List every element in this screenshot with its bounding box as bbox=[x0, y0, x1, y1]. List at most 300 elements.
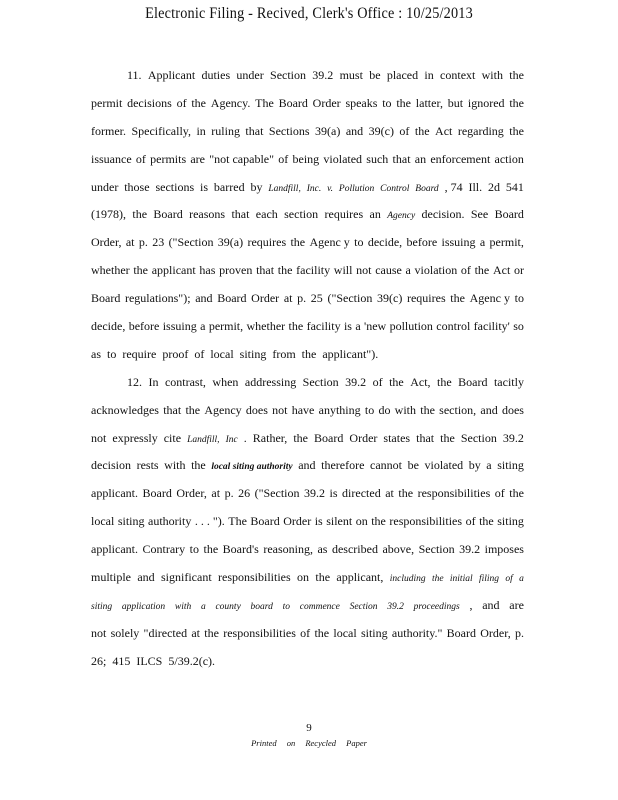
word: 25 bbox=[310, 291, 323, 306]
word: violated bbox=[323, 151, 363, 166]
word: on bbox=[297, 570, 310, 585]
word: siting bbox=[91, 601, 113, 612]
word: be bbox=[369, 68, 381, 82]
word: is bbox=[200, 179, 209, 194]
word: permit, bbox=[208, 319, 244, 334]
word: of bbox=[465, 514, 476, 529]
word: with bbox=[174, 601, 192, 612]
word: "directed bbox=[143, 625, 188, 640]
word: See bbox=[470, 207, 489, 222]
word: the bbox=[509, 68, 524, 82]
word: does bbox=[245, 402, 268, 417]
word: an bbox=[414, 151, 427, 166]
word: (1978), bbox=[91, 207, 126, 222]
word: the bbox=[479, 514, 494, 529]
word: in bbox=[196, 123, 206, 138]
word: 5/39.2(c). bbox=[168, 653, 216, 668]
word: of bbox=[372, 374, 383, 389]
word: siting bbox=[117, 514, 145, 529]
word: the bbox=[277, 263, 293, 278]
word: 39.2 bbox=[304, 486, 325, 501]
word: anything bbox=[318, 402, 361, 417]
word: v. bbox=[327, 183, 334, 194]
word: 39.2 bbox=[387, 601, 404, 612]
text-line bbox=[91, 319, 524, 347]
word: and bbox=[137, 570, 155, 585]
word: to bbox=[364, 402, 375, 417]
text-line bbox=[91, 458, 524, 486]
word: former. bbox=[91, 123, 126, 138]
word: 26; bbox=[91, 653, 107, 668]
word: the bbox=[509, 486, 524, 501]
word: that bbox=[256, 263, 275, 278]
text-line bbox=[91, 347, 524, 375]
text-line bbox=[91, 291, 524, 319]
word: the bbox=[203, 542, 219, 557]
word: siting bbox=[360, 625, 388, 640]
word: regarding bbox=[457, 123, 504, 138]
word: under bbox=[236, 68, 264, 82]
word: that bbox=[231, 207, 250, 222]
word: are bbox=[190, 151, 206, 166]
word: enforcement bbox=[430, 151, 491, 166]
word: Inc. bbox=[306, 183, 322, 194]
word: ILCS bbox=[136, 653, 163, 668]
word: 39.2 bbox=[312, 68, 334, 82]
word: Board bbox=[415, 183, 439, 194]
word: above, bbox=[382, 542, 415, 557]
word: issuing bbox=[441, 235, 476, 250]
word: and bbox=[480, 402, 498, 417]
word: p. bbox=[515, 625, 524, 640]
word: therefore bbox=[321, 458, 365, 473]
word: the bbox=[191, 458, 206, 473]
word: such bbox=[366, 151, 389, 166]
word: filing bbox=[478, 574, 500, 585]
word: silent bbox=[326, 514, 353, 529]
word: the bbox=[290, 235, 306, 250]
word: sections bbox=[155, 179, 195, 194]
word: Ill. bbox=[468, 179, 483, 194]
word: facility bbox=[296, 263, 331, 278]
word: Board bbox=[446, 625, 476, 640]
word: Order bbox=[283, 514, 312, 529]
word: requires bbox=[324, 207, 364, 222]
word: proceedings bbox=[413, 601, 460, 612]
word: of bbox=[300, 625, 311, 640]
word: with bbox=[481, 68, 503, 82]
word: placed bbox=[386, 68, 419, 82]
word: applicant bbox=[151, 263, 196, 278]
word: Board's bbox=[222, 542, 259, 557]
word: of bbox=[176, 95, 187, 110]
word: the bbox=[315, 570, 331, 585]
word: that bbox=[163, 402, 182, 417]
word: requires bbox=[247, 235, 287, 250]
word: the bbox=[396, 95, 412, 110]
word: that bbox=[392, 151, 411, 166]
word: issuance bbox=[91, 151, 132, 166]
word: p. bbox=[224, 486, 234, 501]
word: Applicant bbox=[147, 68, 196, 82]
word: the bbox=[293, 430, 309, 445]
text-line bbox=[91, 654, 524, 682]
word: facility' bbox=[473, 319, 510, 334]
word: application bbox=[121, 601, 166, 612]
word: 23 bbox=[152, 235, 165, 250]
word: responsibilities bbox=[417, 486, 491, 501]
word: 26 bbox=[238, 486, 251, 501]
word: the bbox=[204, 625, 219, 640]
word: whether bbox=[246, 319, 286, 334]
word: 2d bbox=[488, 179, 501, 194]
word: that bbox=[416, 430, 435, 445]
word: the bbox=[509, 123, 524, 138]
word: 12. bbox=[127, 374, 142, 389]
word: the bbox=[450, 291, 465, 306]
text-line bbox=[91, 598, 524, 626]
word: at bbox=[385, 486, 394, 501]
word: require bbox=[122, 346, 157, 361]
word: from bbox=[272, 346, 296, 361]
word: reasons bbox=[189, 207, 226, 222]
word: . bbox=[243, 430, 247, 445]
word: latter, bbox=[415, 95, 443, 110]
word: Order, bbox=[480, 625, 511, 640]
word: with bbox=[394, 402, 417, 417]
word: 39(a) bbox=[217, 235, 244, 250]
word: The bbox=[255, 95, 274, 110]
text-line bbox=[91, 152, 524, 180]
word: Sections bbox=[268, 123, 310, 138]
word: of bbox=[460, 263, 471, 278]
word: commence bbox=[299, 601, 340, 612]
word: Contrary bbox=[142, 542, 186, 557]
word: Board bbox=[91, 291, 121, 306]
word: control bbox=[436, 319, 471, 334]
word: described bbox=[331, 542, 378, 557]
word: Landfill, bbox=[268, 183, 301, 194]
word: that bbox=[245, 123, 264, 138]
word: solely bbox=[110, 625, 140, 640]
word: including bbox=[389, 574, 426, 585]
word: of bbox=[135, 151, 146, 166]
word: Landfill, bbox=[187, 434, 220, 445]
word: the bbox=[288, 319, 304, 334]
word: board bbox=[250, 601, 273, 612]
word: Inc bbox=[225, 434, 238, 445]
word: as bbox=[91, 346, 101, 361]
word: context bbox=[440, 68, 476, 82]
word: ("Section bbox=[327, 291, 373, 306]
word: to bbox=[354, 235, 364, 250]
paragraph-11 bbox=[91, 68, 524, 375]
word: local bbox=[210, 346, 234, 361]
word: section bbox=[284, 207, 319, 222]
word: Board bbox=[458, 374, 488, 389]
text-line bbox=[91, 403, 524, 431]
word: do bbox=[378, 402, 391, 417]
word: contrast, bbox=[164, 374, 206, 389]
text-line bbox=[91, 486, 524, 514]
text-line bbox=[91, 570, 524, 598]
word: at bbox=[211, 486, 221, 501]
word: the bbox=[133, 263, 149, 278]
word: Rather, bbox=[252, 430, 288, 445]
word: or bbox=[513, 263, 524, 278]
word: multiple bbox=[91, 570, 131, 585]
word: rests bbox=[136, 458, 159, 473]
word: local bbox=[91, 514, 115, 529]
word: at bbox=[125, 235, 135, 250]
word: Section bbox=[418, 542, 455, 557]
word: county bbox=[215, 601, 241, 612]
word: proof bbox=[162, 346, 189, 361]
word: on bbox=[355, 514, 368, 529]
word: addressing bbox=[244, 374, 297, 389]
word: and bbox=[298, 458, 316, 473]
word: . . . "). bbox=[194, 514, 225, 529]
word: Board bbox=[278, 95, 308, 110]
word: 39.2 bbox=[345, 374, 367, 389]
text-line bbox=[91, 68, 524, 96]
word: applicant. bbox=[91, 486, 138, 501]
word: permits bbox=[150, 151, 187, 166]
word: not bbox=[272, 402, 288, 417]
word: 39(c) bbox=[377, 291, 403, 306]
word: issuing bbox=[162, 319, 197, 334]
word: have bbox=[291, 402, 315, 417]
word: Specifically, bbox=[131, 123, 191, 138]
word: an bbox=[369, 207, 381, 222]
word: Order bbox=[349, 430, 378, 445]
text-line bbox=[91, 431, 524, 459]
text-line bbox=[91, 180, 524, 208]
word: the bbox=[371, 514, 386, 529]
word: Control bbox=[380, 183, 410, 194]
word: in bbox=[424, 68, 434, 82]
word: permit bbox=[91, 95, 123, 110]
word: 39(a) bbox=[315, 123, 341, 138]
word: initial bbox=[449, 574, 473, 585]
word: before bbox=[406, 235, 438, 250]
word: to bbox=[107, 346, 117, 361]
word: the bbox=[414, 123, 430, 138]
word: when bbox=[212, 374, 239, 389]
word: siting bbox=[239, 346, 267, 361]
word: before bbox=[128, 319, 160, 334]
word: applicant. bbox=[91, 542, 138, 557]
word: whether bbox=[91, 263, 130, 278]
word: Act bbox=[492, 263, 511, 278]
word: a bbox=[200, 319, 206, 334]
word: The bbox=[228, 514, 247, 529]
word: p. bbox=[297, 291, 307, 306]
word: responsibilities bbox=[218, 570, 291, 585]
page-number: 9 bbox=[306, 722, 312, 734]
word: decide, bbox=[91, 319, 126, 334]
word: decide, bbox=[367, 235, 403, 250]
word: expressly bbox=[112, 430, 158, 445]
paragraph-12 bbox=[91, 375, 524, 682]
word: a bbox=[479, 235, 486, 250]
word: ("Section bbox=[254, 486, 300, 501]
word: Order, bbox=[91, 235, 122, 250]
word: Agency bbox=[387, 211, 416, 222]
word: Order bbox=[312, 95, 341, 110]
word: section, bbox=[439, 402, 477, 417]
word: the bbox=[132, 207, 148, 222]
word: of bbox=[505, 574, 513, 585]
word: 39.2 bbox=[459, 542, 481, 557]
word: to bbox=[282, 601, 291, 612]
text-line bbox=[91, 263, 524, 291]
word: 11. bbox=[127, 68, 142, 82]
word: , 74 bbox=[444, 179, 463, 194]
word: are bbox=[509, 597, 524, 612]
word: the bbox=[437, 374, 452, 389]
word: by bbox=[250, 179, 263, 194]
word: not bbox=[91, 430, 107, 445]
word: Order bbox=[251, 291, 280, 306]
word: each bbox=[255, 207, 278, 222]
word: is bbox=[329, 486, 338, 501]
word: of bbox=[399, 123, 410, 138]
word: Act, bbox=[410, 374, 431, 389]
word: states bbox=[383, 430, 411, 445]
word: regulations"); bbox=[124, 291, 191, 306]
word: with bbox=[164, 458, 186, 473]
word: decisions bbox=[127, 95, 172, 110]
word: and bbox=[345, 123, 364, 138]
word: Agency. bbox=[210, 95, 251, 110]
word: violation bbox=[414, 263, 458, 278]
word: 39(c) bbox=[368, 123, 394, 138]
word: violated bbox=[424, 458, 464, 473]
word: will bbox=[333, 263, 353, 278]
word: decision. bbox=[421, 207, 465, 222]
word: acknowledges bbox=[91, 402, 159, 417]
word: authority." bbox=[391, 625, 443, 640]
word: Section bbox=[270, 68, 307, 82]
word: ("Section bbox=[168, 235, 214, 250]
document-body bbox=[91, 68, 524, 682]
word: Pollution bbox=[338, 183, 375, 194]
word: applicant"). bbox=[322, 346, 379, 361]
word: 415 bbox=[112, 653, 131, 668]
word: speaks bbox=[345, 95, 378, 110]
word: responsibilities bbox=[223, 625, 296, 640]
word: authority bbox=[148, 514, 192, 529]
word: proven bbox=[219, 263, 253, 278]
word: Board bbox=[314, 430, 344, 445]
word: In bbox=[148, 374, 159, 389]
text-line bbox=[91, 626, 524, 654]
word: being bbox=[292, 151, 320, 166]
word: siting bbox=[497, 458, 524, 473]
word: be bbox=[407, 458, 419, 473]
word: reasoning, bbox=[263, 542, 313, 557]
word: Section bbox=[460, 430, 497, 445]
text-line bbox=[91, 235, 524, 263]
word: does bbox=[501, 402, 524, 417]
word: Agenc y bbox=[469, 291, 510, 306]
text-line bbox=[91, 542, 524, 570]
filing-header: Electronic Filing - Recived, Clerk's Office : 10/25/2013 bbox=[145, 5, 473, 22]
word: requires bbox=[406, 291, 446, 306]
word: a bbox=[486, 458, 492, 473]
word: the bbox=[191, 95, 207, 110]
text-line bbox=[91, 96, 524, 124]
word: has bbox=[199, 263, 216, 278]
word: barred bbox=[213, 179, 245, 194]
word: and bbox=[482, 597, 500, 612]
word: Agency bbox=[204, 402, 242, 417]
word: , bbox=[469, 597, 473, 612]
word: the bbox=[185, 402, 201, 417]
word: Board bbox=[142, 486, 172, 501]
word: of bbox=[194, 346, 205, 361]
word: the bbox=[420, 402, 435, 417]
word: a bbox=[519, 574, 524, 585]
word: the bbox=[301, 346, 317, 361]
word: p. bbox=[138, 235, 148, 250]
word: Board bbox=[250, 514, 280, 529]
word: facility bbox=[306, 319, 341, 334]
text-line bbox=[91, 207, 524, 235]
word: applicant, bbox=[336, 570, 384, 585]
word: imposes bbox=[484, 542, 524, 557]
word: the bbox=[389, 374, 404, 389]
word: by bbox=[468, 458, 481, 473]
word: not bbox=[356, 263, 372, 278]
word: a bbox=[405, 263, 411, 278]
word: action bbox=[494, 151, 524, 166]
word: Board bbox=[494, 207, 524, 222]
word: ruling bbox=[211, 123, 240, 138]
word: directed bbox=[342, 486, 381, 501]
recycled-paper-note: Printed on Recycled Paper bbox=[251, 738, 367, 748]
text-line bbox=[91, 375, 524, 403]
word: decision bbox=[91, 458, 131, 473]
word: those bbox=[124, 179, 150, 194]
word: cite bbox=[163, 430, 182, 445]
word: "not capable" bbox=[209, 151, 275, 166]
word: of bbox=[494, 486, 505, 501]
word: must bbox=[339, 68, 363, 82]
word: Board bbox=[153, 207, 183, 222]
word: the bbox=[440, 430, 455, 445]
word: at bbox=[283, 291, 293, 306]
word: the bbox=[509, 95, 524, 110]
word: cause bbox=[375, 263, 402, 278]
word: under bbox=[91, 179, 119, 194]
text-line bbox=[91, 514, 524, 542]
word: permit, bbox=[489, 235, 524, 250]
word: Board bbox=[217, 291, 247, 306]
word: to bbox=[514, 291, 524, 306]
word: at bbox=[191, 625, 201, 640]
word: and bbox=[195, 291, 213, 306]
word: Section bbox=[302, 374, 339, 389]
word: Section bbox=[349, 601, 378, 612]
word: ignored bbox=[467, 95, 505, 110]
word: of bbox=[278, 151, 289, 166]
word: is bbox=[314, 514, 323, 529]
word: local bbox=[333, 625, 357, 640]
word: pollution bbox=[389, 319, 433, 334]
word: significant bbox=[161, 570, 212, 585]
